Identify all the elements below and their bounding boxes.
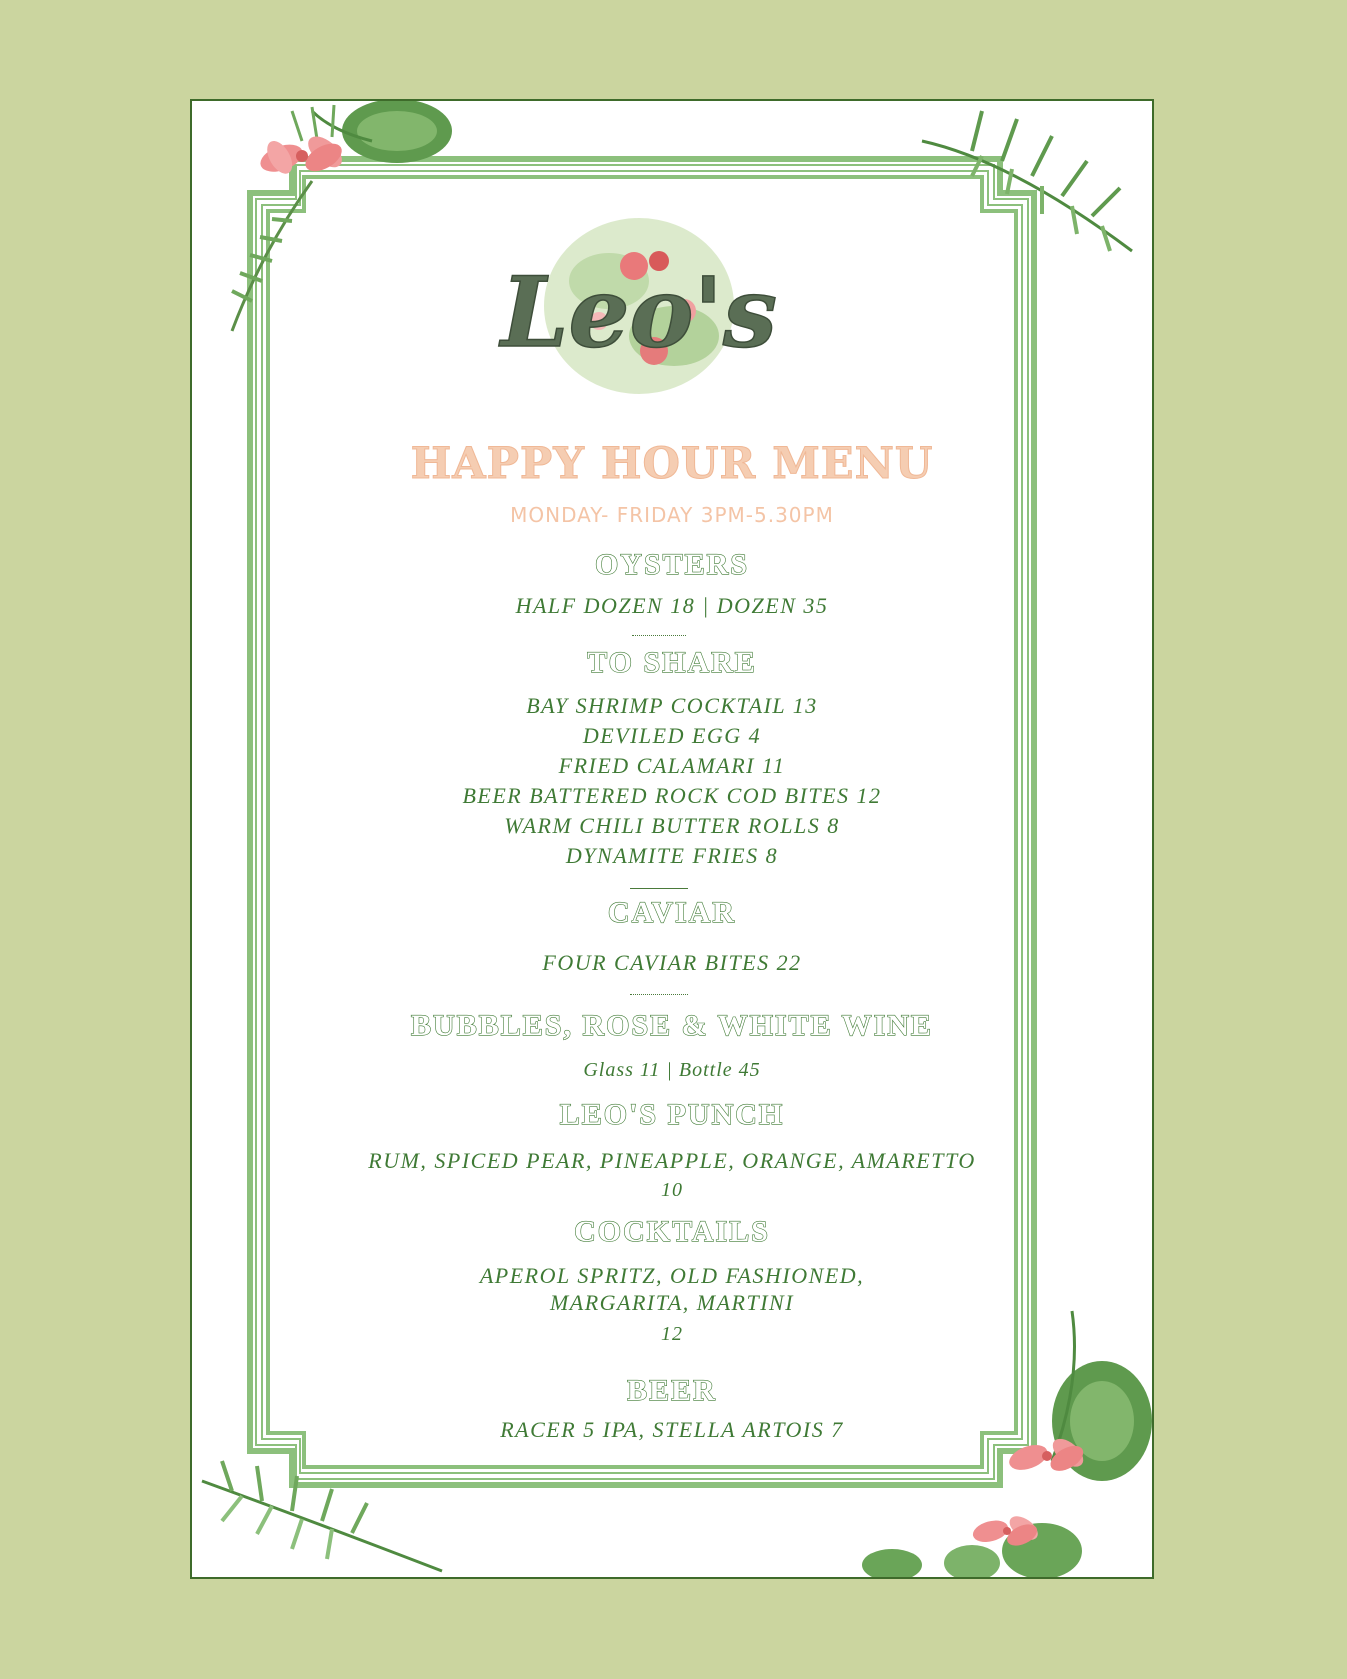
- menu-item: BAY SHRIMP COCKTAIL 13: [526, 693, 818, 718]
- section-heading-cocktails: COCKTAILS: [574, 1215, 770, 1248]
- foliage-top-right: [912, 101, 1154, 271]
- divider-dotted: [632, 635, 686, 636]
- menu-item: DEVILED EGG 4: [582, 723, 762, 748]
- menu-item: FOUR CAVIAR BITES 22: [542, 950, 802, 975]
- section-heading-oysters: OYSTERS: [594, 548, 750, 581]
- menu-item: RACER 5 IPA, STELLA ARTOIS 7: [500, 1417, 844, 1442]
- menu-item: HALF DOZEN 18 | DOZEN 35: [515, 593, 829, 618]
- menu-item: FRIED CALAMARI 11: [558, 753, 786, 778]
- menu-item: APEROL SPRITZ, OLD FASHIONED,: [479, 1263, 865, 1288]
- menu-item: WARM CHILI BUTTER ROLLS 8: [504, 813, 840, 838]
- menu-item-price: 12: [661, 1323, 683, 1345]
- divider-dotted: [630, 994, 688, 995]
- section-heading-wine: BUBBLES, ROSE & WHITE WINE: [411, 1009, 933, 1042]
- logo-text: Leo's: [500, 256, 778, 369]
- menu-item: Glass 11 | Bottle 45: [583, 1059, 761, 1081]
- menu-item: DYNAMITE FRIES 8: [565, 843, 779, 868]
- divider-line: [630, 888, 688, 889]
- section-heading-beer: BEER: [627, 1374, 717, 1407]
- section-heading-caviar: CAVIAR: [607, 896, 737, 929]
- menu-title: HAPPY HOUR MENU: [410, 439, 934, 489]
- menu-card: [190, 99, 1154, 1579]
- leos-logo: [479, 201, 799, 421]
- menu-item-price: 10: [661, 1179, 683, 1201]
- section-heading-punch: LEO'S PUNCH: [559, 1098, 785, 1131]
- menu-item: MARGARITA, MARTINI: [549, 1290, 795, 1315]
- section-heading-to-share: TO SHARE: [587, 646, 757, 679]
- menu-item: BEER BATTERED ROCK COD BITES 12: [462, 783, 882, 808]
- foliage-top-left: [222, 101, 452, 341]
- menu-hours: MONDAY- FRIDAY 3PM-5.30PM: [510, 503, 834, 527]
- menu-item: RUM, SPICED PEAR, PINEAPPLE, ORANGE, AMARETTO: [368, 1148, 976, 1173]
